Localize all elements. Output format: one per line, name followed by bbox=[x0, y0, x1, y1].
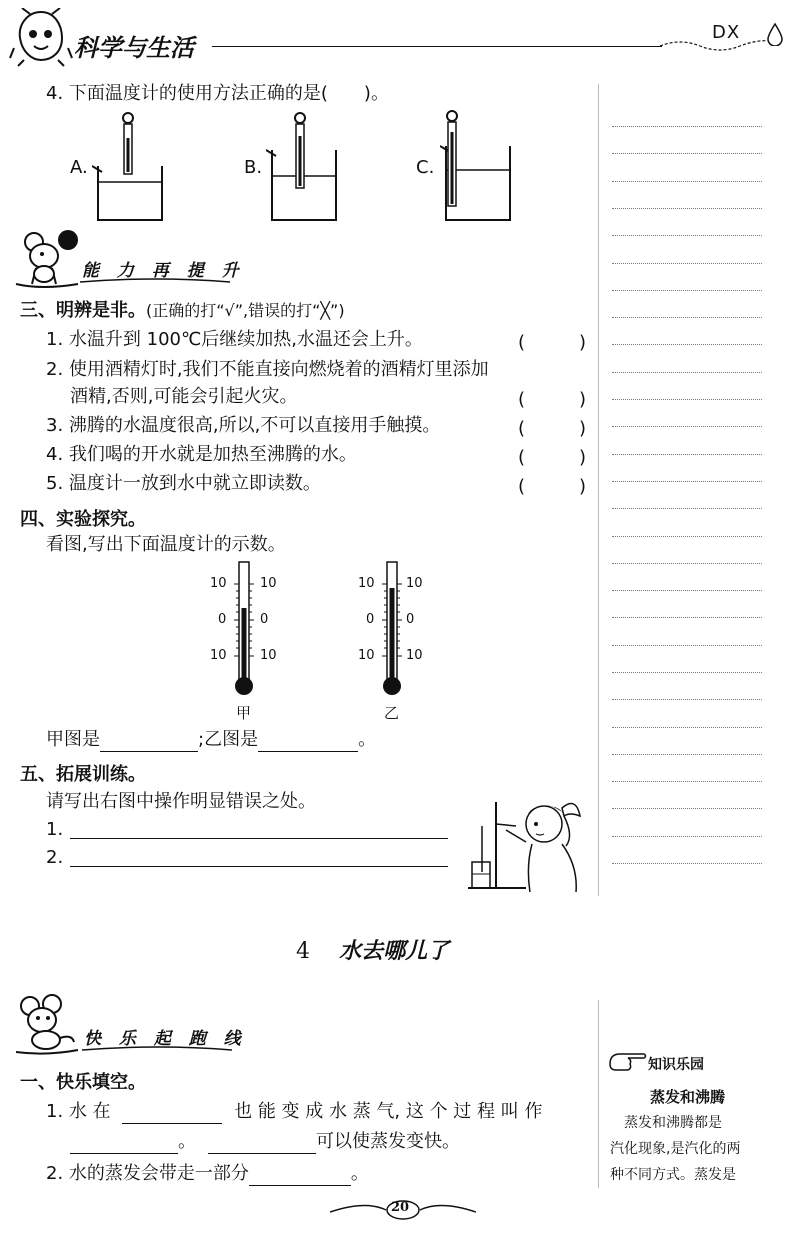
answer-end: 。 bbox=[358, 729, 377, 750]
answer-b-label: ;乙图是 bbox=[198, 729, 259, 750]
sidebar-writing-line[interactable] bbox=[612, 290, 762, 291]
sidebar-writing-line[interactable] bbox=[612, 727, 762, 728]
thermo-a-label-top-right: 10 bbox=[260, 576, 277, 591]
option-c-label: C. bbox=[416, 157, 435, 178]
banner-underline-2 bbox=[82, 1044, 232, 1054]
sec4-answer-row bbox=[46, 728, 376, 752]
sidebar-writing-line[interactable] bbox=[612, 672, 762, 673]
sec5-prompt: 请写出右图中操作明显错误之处。 bbox=[46, 791, 316, 812]
thermo-a-label-top-left: 10 bbox=[210, 576, 227, 591]
sidebar-writing-line[interactable] bbox=[612, 181, 762, 182]
sidebar-writing-line[interactable] bbox=[612, 481, 762, 482]
answer-a-blank[interactable] bbox=[100, 733, 198, 752]
mascot-logo bbox=[8, 8, 74, 68]
q1-part-d: 可以使蒸发变快。 bbox=[316, 1131, 460, 1152]
sidebar-writing-line[interactable] bbox=[612, 126, 762, 127]
beaker-b-figure bbox=[266, 110, 344, 226]
sidebar-writing-line[interactable] bbox=[612, 781, 762, 782]
sec3-title: 三、明辨是非。 bbox=[20, 300, 146, 321]
sidebar-writing-line[interactable] bbox=[612, 754, 762, 755]
sec5-line-1-label: 1. bbox=[46, 819, 64, 840]
q2-part-b: 。 bbox=[350, 1163, 369, 1184]
thermo-b-label-top-right: 10 bbox=[406, 576, 423, 591]
sidebar-writing-line[interactable] bbox=[612, 426, 762, 427]
chapter-heading bbox=[296, 934, 449, 965]
sec3-item-1: 1. 水温升到 100℃后继续加热,水温还会上升。 bbox=[46, 329, 423, 350]
knowledge-line-1: 蒸发和沸腾都是 bbox=[610, 1115, 722, 1131]
page-number: 20 bbox=[390, 1200, 410, 1215]
sec3-item-4: 4. 我们喝的开水就是加热至沸腾的水。 bbox=[46, 444, 357, 465]
knowledge-line-3: 种不同方式。蒸发是 bbox=[610, 1167, 736, 1183]
sidebar-writing-line[interactable] bbox=[612, 317, 762, 318]
sec5-line-2-blank[interactable] bbox=[70, 866, 448, 867]
q1-blank-1[interactable] bbox=[122, 1105, 222, 1124]
section-banner-start: 快 乐 起 跑 线 bbox=[84, 1029, 247, 1049]
answer-paren-1[interactable]: ( ) bbox=[518, 332, 587, 353]
thermo-a-label-mid-right: 0 bbox=[260, 612, 269, 627]
sidebar-writing-line[interactable] bbox=[612, 508, 762, 509]
sidebar-writing-line[interactable] bbox=[612, 563, 762, 564]
sidebar-writing-line[interactable] bbox=[612, 617, 762, 618]
q1-part-c: 。 bbox=[178, 1131, 196, 1152]
thermo-b-label-mid-left: 0 bbox=[366, 612, 375, 627]
sec1-q1-row-2 bbox=[70, 1130, 460, 1154]
q4-stem: 4. 下面温度计的使用方法正确的是( )。 bbox=[46, 83, 389, 104]
sec1-title: 一、快乐填空。 bbox=[20, 1072, 146, 1093]
edition-mark: DX bbox=[712, 22, 741, 43]
answer-b-blank[interactable] bbox=[258, 733, 358, 752]
sidebar-writing-line[interactable] bbox=[612, 208, 762, 209]
thermo-a-label-bot-left: 10 bbox=[210, 648, 227, 663]
sidebar-writing-line[interactable] bbox=[612, 836, 762, 837]
thermo-b-label-mid-right: 0 bbox=[406, 612, 415, 627]
beaker-c-figure bbox=[440, 108, 518, 226]
sec3-instruction: (正确的打“√”,错误的打“╳”) bbox=[146, 301, 345, 320]
sidebar-writing-line[interactable] bbox=[612, 863, 762, 864]
answer-paren-3[interactable]: ( ) bbox=[518, 418, 587, 439]
sec5-line-2-label: 2. bbox=[46, 847, 64, 868]
knowledge-heading: 蒸发和沸腾 bbox=[650, 1088, 726, 1106]
knowledge-line-2: 汽化现象,是汽化的两 bbox=[610, 1141, 741, 1157]
sec1-q1-row bbox=[46, 1100, 542, 1124]
sidebar-writing-line[interactable] bbox=[612, 536, 762, 537]
sec4-prompt: 看图,写出下面温度计的示数。 bbox=[46, 534, 286, 555]
thermo-b-label-bot-right: 10 bbox=[406, 648, 423, 663]
sec3-item-5: 5. 温度计一放到水中就立即读数。 bbox=[46, 473, 321, 494]
thermo-b-label-bot-left: 10 bbox=[358, 648, 375, 663]
chapter-number: 4 bbox=[296, 939, 310, 964]
mouse-mascot-icon-2 bbox=[12, 994, 82, 1056]
chapter-title: 水去哪儿了 bbox=[339, 939, 450, 964]
option-b-label: B. bbox=[244, 157, 263, 178]
header-rule bbox=[212, 46, 662, 47]
girl-reading-thermometer-figure bbox=[466, 786, 590, 896]
thermo-b-name: 乙 bbox=[384, 704, 400, 722]
thermometer-b-figure bbox=[378, 560, 406, 700]
sidebar-writing-line[interactable] bbox=[612, 454, 762, 455]
q2-part-a: 2. 水的蒸发会带走一部分 bbox=[46, 1163, 249, 1184]
sec3-heading bbox=[20, 296, 345, 323]
thermo-a-label-bot-right: 10 bbox=[260, 648, 277, 663]
sidebar-divider-bottom bbox=[598, 1000, 599, 1188]
sidebar-writing-line[interactable] bbox=[612, 399, 762, 400]
knowledge-box-title: 知识乐园 bbox=[648, 1057, 704, 1073]
section-banner-ability: 能 力 再 提 升 bbox=[82, 261, 245, 281]
sidebar-writing-line[interactable] bbox=[612, 153, 762, 154]
sec4-title: 四、实验探究。 bbox=[20, 509, 146, 530]
drop-icon bbox=[764, 22, 786, 46]
sidebar-divider-top bbox=[598, 84, 599, 896]
answer-paren-2[interactable]: ( ) bbox=[518, 389, 587, 410]
answer-a-label: 甲图是 bbox=[46, 729, 100, 750]
thermo-a-name: 甲 bbox=[236, 704, 252, 722]
thermometer-a-figure bbox=[230, 560, 258, 700]
sec3-item-2: 2. 使用酒精灯时,我们不能直接向燃烧着的酒精灯里添加 bbox=[46, 359, 489, 380]
answer-paren-5[interactable]: ( ) bbox=[518, 476, 587, 497]
pointing-hand-icon bbox=[606, 1046, 648, 1074]
sidebar-writing-line[interactable] bbox=[612, 263, 762, 264]
series-title: 科学与生活 bbox=[74, 34, 194, 62]
sidebar-writing-line[interactable] bbox=[612, 344, 762, 345]
sidebar-writing-line[interactable] bbox=[612, 699, 762, 700]
sidebar-writing-line[interactable] bbox=[612, 808, 762, 809]
sidebar-writing-line[interactable] bbox=[612, 590, 762, 591]
sec5-title: 五、拓展训练。 bbox=[20, 764, 146, 785]
q1-part-a: 1. 水 在 bbox=[46, 1101, 111, 1122]
answer-paren-4[interactable]: ( ) bbox=[518, 447, 587, 468]
sidebar-writing-line[interactable] bbox=[612, 372, 762, 373]
beaker-a-figure bbox=[92, 110, 170, 226]
mouse-mascot-icon bbox=[12, 228, 82, 290]
sec3-item-2-cont: 酒精,否则,可能会引起火灾。 bbox=[70, 386, 298, 407]
q1-part-b: 也 能 变 成 水 蒸 气, 这 个 过 程 叫 作 bbox=[234, 1101, 543, 1122]
banner-underline bbox=[80, 276, 230, 286]
sec5-line-1-blank[interactable] bbox=[70, 838, 448, 839]
thermo-a-label-mid-left: 0 bbox=[218, 612, 227, 627]
q1-blank-2[interactable] bbox=[70, 1135, 178, 1154]
thermo-b-label-top-left: 10 bbox=[358, 576, 375, 591]
sidebar-writing-line[interactable] bbox=[612, 235, 762, 236]
option-a-label: A. bbox=[70, 157, 88, 178]
sec3-item-3: 3. 沸腾的水温度很高,所以,不可以直接用手触摸。 bbox=[46, 415, 441, 436]
sec1-q2-row bbox=[46, 1162, 369, 1186]
q2-blank[interactable] bbox=[249, 1167, 351, 1186]
q1-blank-3[interactable] bbox=[208, 1135, 316, 1154]
sidebar-writing-line[interactable] bbox=[612, 645, 762, 646]
